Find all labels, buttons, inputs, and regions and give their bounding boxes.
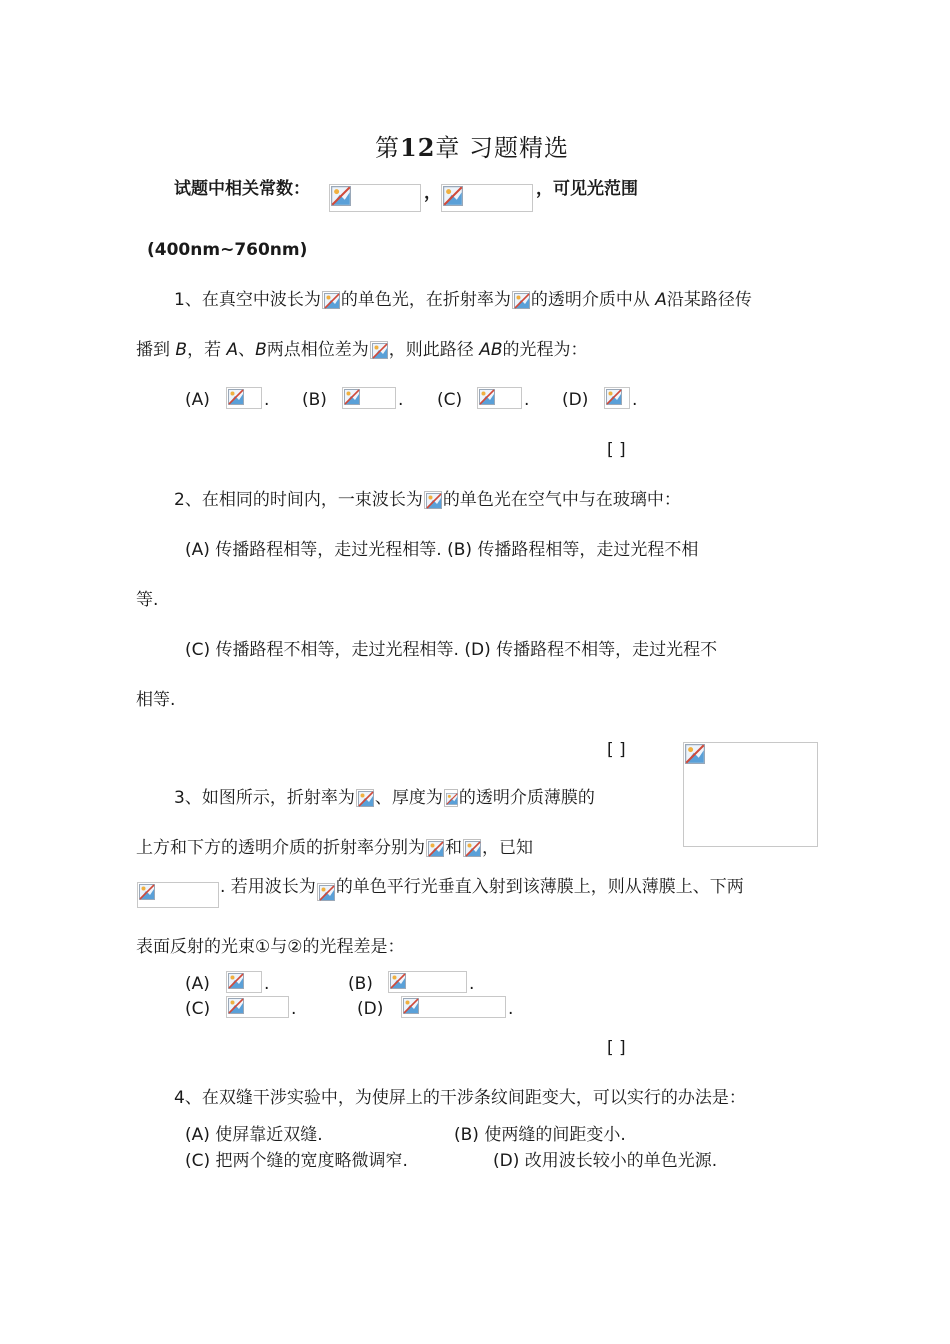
q1-line-1: 1、在真空中波长为 的单色光，在折射率为 的透明介质中从 A沿某路径传 (174, 290, 752, 310)
q1-option-c-label: (C) (437, 390, 463, 410)
q3-line-4: 表面反射的光束①与②的光程差是： (136, 937, 405, 957)
lambda1-formula (317, 883, 335, 901)
broken-image-icon (390, 973, 406, 989)
broken-image-icon (465, 841, 481, 857)
q1-option-c-formula (477, 387, 522, 409)
n2-formula (356, 789, 374, 807)
q3-option-c-formula (226, 996, 289, 1018)
q2-options-ab: (A) 传播路程相等，走过光程相等. (B) 传播路程相等，走过光程不相 (185, 540, 699, 560)
dot: . (508, 999, 514, 1019)
broken-image-icon (428, 841, 444, 857)
constants-line: 试题中相关常数： (174, 179, 310, 199)
broken-image-icon (403, 998, 419, 1014)
q4-option-d: (D) 改用波长较小的单色光源. (493, 1151, 718, 1171)
broken-image-icon (446, 791, 458, 807)
separator: ， (424, 183, 441, 203)
q1-option-d-formula (604, 387, 630, 409)
broken-image-icon (514, 293, 530, 309)
broken-image-icon (426, 493, 442, 509)
q3-option-a-formula (226, 971, 262, 993)
dot: . (398, 390, 404, 410)
q3-option-b-label: (B) (348, 974, 373, 994)
answer-bracket: [ ] (607, 1038, 626, 1058)
phase-formula (370, 341, 388, 359)
q2-options-cd: (C) 传播路程不相等，走过光程相等. (D) 传播路程不相等，走过光程不 (185, 640, 718, 660)
q3-option-c-label: (C) (185, 999, 211, 1019)
constant-formula-2 (441, 184, 533, 212)
dot: . (469, 974, 475, 994)
broken-image-icon (344, 389, 360, 405)
page-title: 第12章 习题精选 (375, 133, 570, 162)
q4-option-b: (B) 使两缝的间距变小. (454, 1125, 626, 1145)
q4-line-1: 4、在双缝干涉实验中，为使屏上的干涉条纹间距变大，可以实行的办法是： (174, 1088, 746, 1108)
broken-image-icon (228, 389, 244, 405)
q1-option-d-label: (D) (562, 390, 589, 410)
visible-range-value: (400nm~760nm) (147, 240, 308, 260)
constant-formula-1 (329, 184, 421, 212)
q3-condition-formula (137, 882, 219, 908)
q2-options-ab-cont: 等. (136, 590, 159, 610)
q2-line-1: 2、在相同的时间内，一束波长为 的单色光在空气中与在玻璃中： (174, 490, 681, 510)
e-formula (444, 789, 458, 807)
broken-image-icon (685, 744, 705, 764)
q3-line-1: 3、如图所示，折射率为 、厚度为 的透明介质薄膜的 (174, 788, 595, 808)
broken-image-icon (479, 389, 495, 405)
q1-option-a-formula (226, 387, 262, 409)
q1-option-b-label: (B) (302, 390, 327, 410)
dot: . (524, 390, 530, 410)
answer-bracket: [ ] (607, 740, 626, 760)
broken-image-icon (358, 791, 374, 807)
q2-options-cd-cont: 相等. (136, 690, 176, 710)
film-figure (683, 742, 818, 847)
lambda-formula (424, 491, 442, 509)
n-formula (512, 291, 530, 309)
q1-option-b-formula (342, 387, 396, 409)
broken-image-icon (331, 186, 351, 206)
q1-option-a-label: (A) (185, 390, 210, 410)
broken-image-icon (443, 186, 463, 206)
broken-image-icon (319, 885, 335, 901)
q4-option-c: (C) 把两个缝的宽度略微调窄. (185, 1151, 408, 1171)
broken-image-icon (228, 998, 244, 1014)
dot: . (264, 974, 270, 994)
lambda-formula (322, 291, 340, 309)
q3-line-3: . 若用波长为 的单色平行光垂直入射到该薄膜上，则从薄膜上、下两 (220, 876, 744, 901)
q3-option-d-label: (D) (357, 999, 384, 1019)
dot: . (632, 390, 638, 410)
n3-formula (463, 839, 481, 857)
broken-image-icon (228, 973, 244, 989)
answer-bracket: [ ] (607, 440, 626, 460)
q3-line-2: 上方和下方的透明介质的折射率分别为 和 ，已知 (136, 838, 533, 858)
broken-image-icon (324, 293, 340, 309)
dot: . (291, 999, 297, 1019)
q3-option-a-label: (A) (185, 974, 210, 994)
q4-option-a: (A) 使屏靠近双缝. (185, 1125, 323, 1145)
dot: . (264, 390, 270, 410)
n1-formula (426, 839, 444, 857)
broken-image-icon (606, 389, 622, 405)
broken-image-icon (139, 884, 155, 900)
q1-line-2: 播到 B，若 A、B两点相位差为 ，则此路径 AB的光程为： (136, 340, 588, 360)
visible-range-label: ，可见光范围 (536, 179, 638, 199)
q3-option-d-formula (401, 996, 506, 1018)
broken-image-icon (372, 343, 388, 359)
q3-option-b-formula (388, 971, 467, 993)
